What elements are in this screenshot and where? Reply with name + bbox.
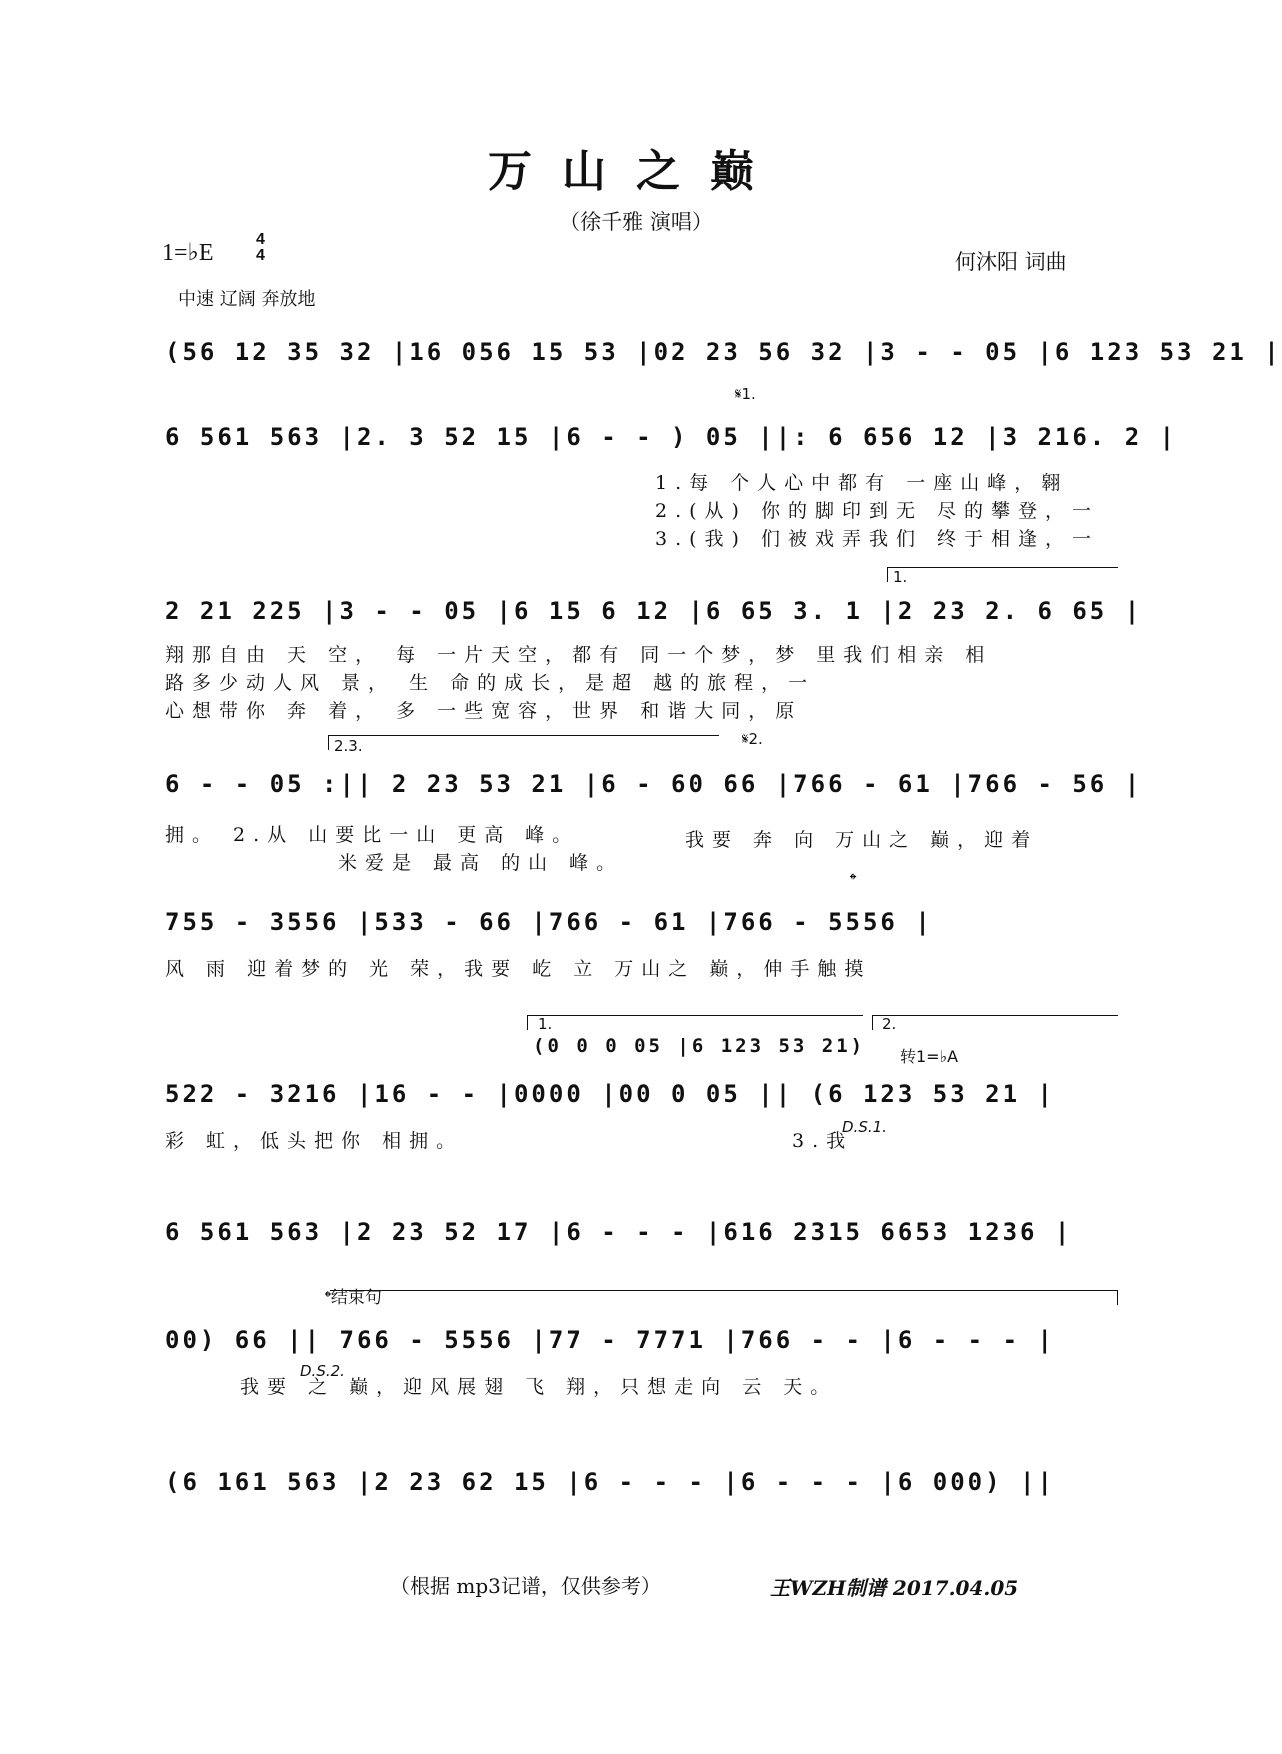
tempo-marking: 中速 辽阔 奔放地 xyxy=(178,289,316,310)
volta-bracket-ending-1 xyxy=(527,1015,863,1030)
segno-mark-2: 𝄋2. xyxy=(742,730,763,748)
time-signature-numerator: 4 xyxy=(256,231,265,248)
ds-1-mark: D.S.1. xyxy=(842,1118,887,1136)
score-row-6-ending-1: (0 0 0 05 |6 123 53 21) xyxy=(533,1035,866,1057)
lyric-row-2-verse-1: 1.每 个人心中都有 一座山峰，翱 xyxy=(655,472,1069,494)
lyric-row-4-verse-2: 拥。 2.从 山要比一山 更高 峰。 xyxy=(165,824,580,846)
key-signature: 1=♭E xyxy=(162,240,214,266)
volta-bracket-2-3 xyxy=(328,735,719,750)
volta-label-1: 1. xyxy=(893,568,908,586)
lyric-row-2-verse-3: 3.(我) 们被戏弄我们 终于相逢，一 xyxy=(655,528,1100,550)
score-row-2: 6 561 563 |2. 3 52 15 |6 - - ) 05 ||: 6 656 12 |3 216. 2 | xyxy=(165,423,1178,451)
lyric-row-3-verse-2: 路多少动人风 景， 生 命的成长，是超 越的旅程，一 xyxy=(165,672,816,694)
volta-label-ending-2: 2. xyxy=(882,1015,897,1033)
page-title: 万山之巅 xyxy=(488,146,784,197)
singer-credit: （徐千雅 演唱） xyxy=(559,210,713,234)
volta-bracket-1 xyxy=(887,567,1118,582)
lyric-row-3-verse-3: 心想带你 奔 着， 多 一些宽容，世界 和谐大同，原 xyxy=(165,700,803,722)
composer-credit: 何沐阳 词曲 xyxy=(955,250,1067,274)
lyric-row-3-verse-1: 翔那自由 天 空， 每 一片天空，都有 同一个梦，梦 里我们相亲 相 xyxy=(165,644,993,666)
time-signature xyxy=(256,232,265,264)
coda-ending-bracket xyxy=(330,1290,1118,1305)
arranger-credit: 王WZH制谱 2017.04.05 xyxy=(770,1576,1019,1600)
score-row-4: 6 - - 05 :|| 2 23 53 21 |6 - 60 66 |766 - 61 |766 - 56 | xyxy=(165,770,1143,798)
lyric-row-4-chorus: 我要 奔 向 万山之 巅，迎着 xyxy=(685,829,1039,851)
lyric-row-2-verse-2: 2.(从) 你的脚印到无 尽的攀登，一 xyxy=(655,500,1100,522)
score-row-9: (6 161 563 |2 23 62 15 |6 - - - |6 - - - |6 000) || xyxy=(165,1468,1055,1496)
lyric-row-4-verse-3: 米爱是 最高 的山 峰。 xyxy=(338,852,624,874)
volta-label-ending-1: 1. xyxy=(538,1015,553,1033)
transcription-note: （根据 mp3记谱，仅供参考） xyxy=(390,1574,661,1598)
score-row-5: 755 - 3556 |533 - 66 |766 - 61 |766 - 5556 | xyxy=(165,908,933,936)
time-signature-denominator: 4 xyxy=(256,247,265,264)
lyric-row-6: 彩 虹，低头把你 相拥。 xyxy=(165,1130,464,1152)
coda-mark-1: 𝄌 xyxy=(850,870,857,891)
ds-2-mark: D.S.2. xyxy=(300,1362,345,1380)
segno-mark-1: 𝄋1. xyxy=(735,385,756,403)
modulation-marking: 转1=♭A xyxy=(900,1047,959,1066)
lyric-row-5: 风 雨 迎着梦的 光 荣，我要 屹 立 万山之 巅，伸手触摸 xyxy=(165,958,872,980)
volta-label-2-3: 2.3. xyxy=(334,737,363,755)
score-row-1: (56 12 35 32 |16 056 15 53 |02 23 56 32 |3 - - 05 |6 123 53 21 | xyxy=(165,338,1282,366)
lyric-row-6-verse-3-start: 3.我 xyxy=(792,1130,854,1152)
score-row-7: 6 561 563 |2 23 52 17 |6 - - - |616 2315 6653 1236 | xyxy=(165,1218,1073,1246)
lyric-row-8: 我要 之 巅，迎风展翅 飞 翔，只想走向 云 天。 xyxy=(240,1376,838,1398)
volta-bracket-ending-2 xyxy=(872,1015,1118,1030)
score-row-6: 522 - 3216 |16 - - |0000 |00 0 05 || (6 123 53 21 | xyxy=(165,1080,1055,1108)
coda-ending-label: 𝄌结束句 xyxy=(325,1288,382,1308)
score-row-8: 00) 66 || 766 - 5556 |77 - 7771 |766 - - |6 - - - | xyxy=(165,1326,1055,1354)
score-row-3: 2 21 225 |3 - - 05 |6 15 6 12 |6 65 3. 1 |2 23 2. 6 65 | xyxy=(165,597,1143,625)
